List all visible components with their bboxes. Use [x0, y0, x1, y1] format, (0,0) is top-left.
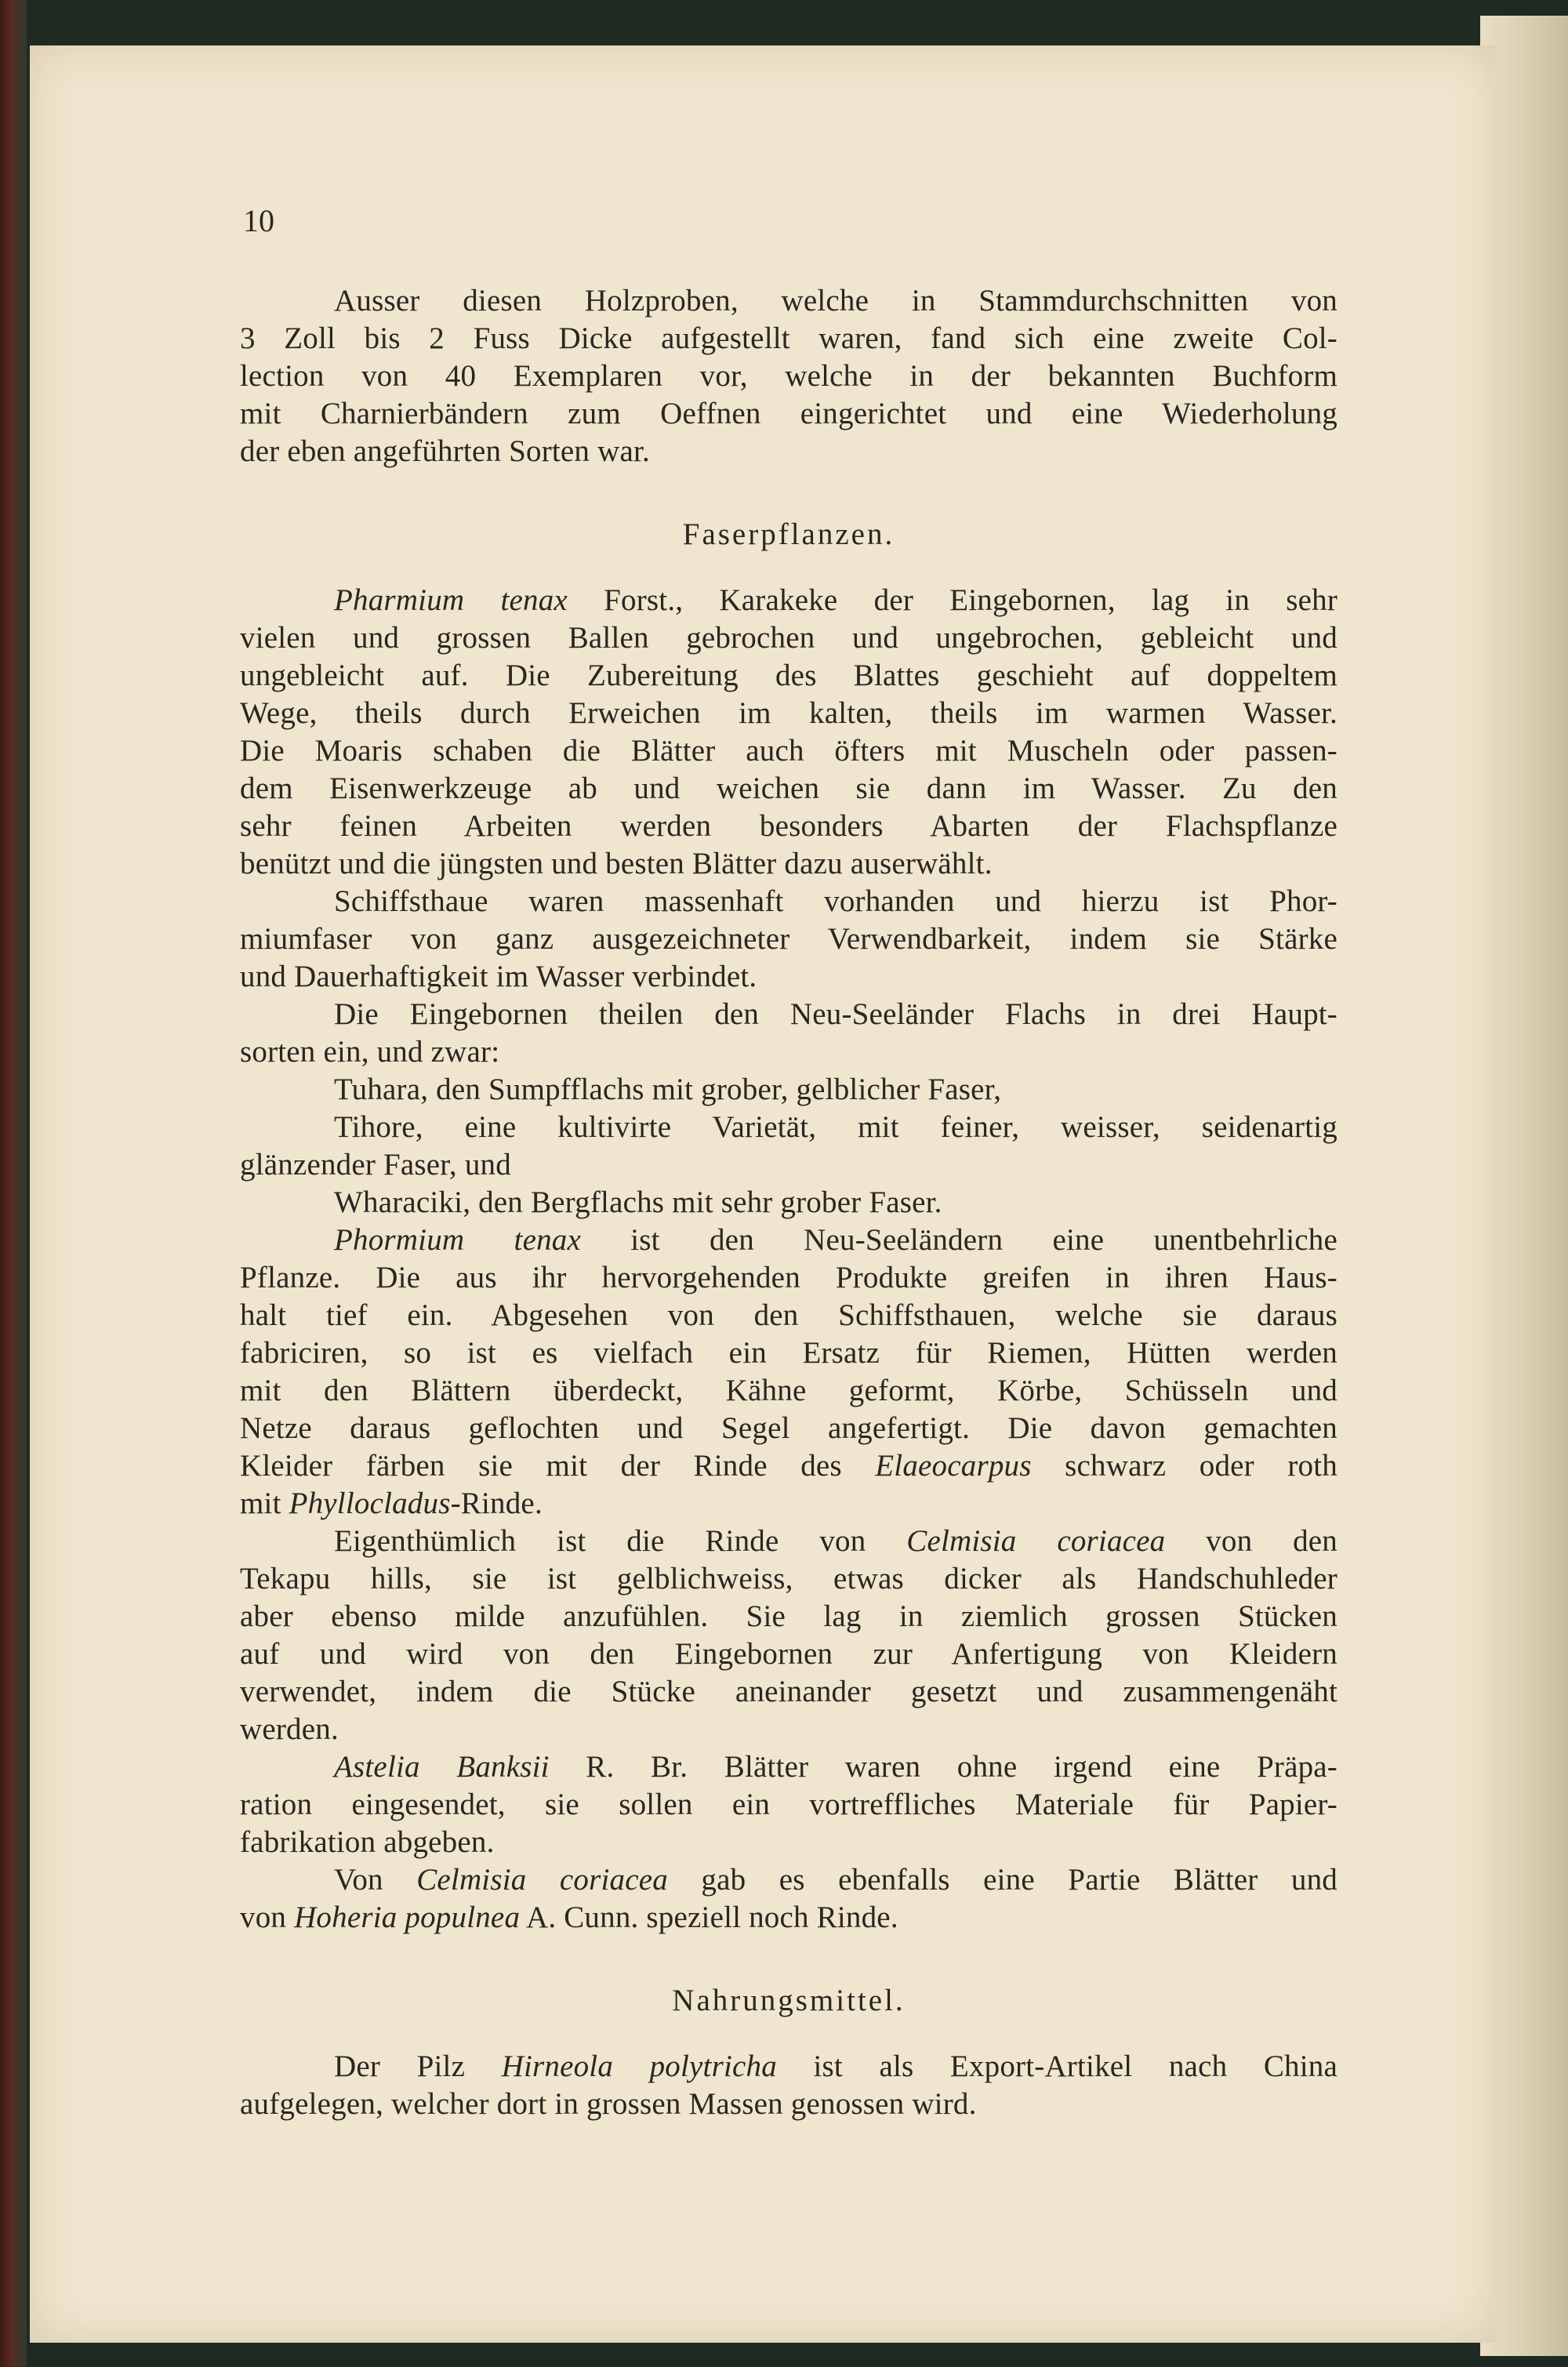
- page-number: 10: [243, 203, 274, 238]
- text-line: Von Celmisia coriacea gab es ebenfalls eine Partie Blätter und: [334, 1863, 1338, 1897]
- text-line: benützt und die jüngsten und besten Blätter dazu auserwählt.: [240, 847, 993, 880]
- text-line: dem Eisenwerkzeuge ab und weichen sie dann im Wasser. Zu den: [240, 771, 1338, 805]
- section-heading-faserpflanzen: Faserpflanzen.: [682, 517, 895, 551]
- text-line: Schiffsthaue waren massenhaft vorhanden und hierzu ist Phor-: [334, 884, 1338, 918]
- text-line: werden.: [240, 1712, 339, 1746]
- text-line: Ausser diesen Holzproben, welche in Stammdurchschnitten von: [334, 284, 1338, 318]
- cover-edge: [0, 0, 27, 2367]
- text-line: Wharaciki, den Bergflachs mit sehr grober Faser.: [334, 1185, 942, 1219]
- text-line: glänzender Faser, und: [240, 1148, 511, 1182]
- text-line: aber ebenso milde anzufühlen. Sie lag in ziemlich grossen Stücken: [240, 1599, 1338, 1633]
- text-line: auf und wird von den Eingebornen zur Anfertigung von Kleidern: [240, 1637, 1338, 1671]
- text-line: mit Phyllocladus-Rinde.: [240, 1487, 543, 1520]
- text-line: fabriciren, so ist es vielfach ein Ersatz für Riemen, Hütten werden: [240, 1336, 1338, 1370]
- text-line: ungebleicht auf. Die Zubereitung des Blattes geschieht auf doppeltem: [240, 659, 1338, 692]
- section-heading-nahrungsmittel: Nahrungsmittel.: [672, 1984, 906, 2017]
- text-line: mit den Blättern überdeckt, Kähne geformt, Körbe, Schüsseln und: [240, 1374, 1338, 1407]
- text-line: Kleider färben sie mit der Rinde des Elaeocarpus schwarz oder roth: [240, 1449, 1338, 1483]
- text-line: und Dauerhaftigkeit im Wasser verbindet.: [240, 960, 757, 993]
- text-line: verwendet, indem die Stücke aneinander gesetzt und zusammengenäht: [240, 1675, 1338, 1708]
- text-line: Der Pilz Hirneola polytricha ist als Export-Artikel nach China: [334, 2049, 1338, 2083]
- text-line: der eben angeführten Sorten war.: [240, 434, 650, 468]
- text-line: von Hoheria populnea A. Cunn. speziell noch Rinde.: [240, 1900, 898, 1934]
- text-line: Pflanze. Die aus ihr hervorgehenden Produkte greifen in ihren Haus-: [240, 1261, 1338, 1294]
- text-line: miumfaser von ganz ausgezeichneter Verwendbarkeit, indem sie Stärke: [240, 922, 1338, 956]
- text-line: fabrikation abgeben.: [240, 1825, 495, 1859]
- text-line: Pharmium tenax Forst., Karakeke der Eingebornen, lag in sehr: [334, 583, 1338, 617]
- text-line: Netze daraus geflochten und Segel angefertigt. Die davon gemachten: [240, 1411, 1338, 1445]
- text-line: sorten ein, und zwar:: [240, 1035, 500, 1069]
- text-line: Die Moaris schaben die Blätter auch öfters mit Muscheln oder passen-: [240, 734, 1338, 768]
- text-line: aufgelegen, welcher dort in grossen Massen genossen wird.: [240, 2087, 977, 2121]
- text-line: Eigenthümlich ist die Rinde von Celmisia coriacea von den: [334, 1524, 1338, 1558]
- text-line: Phormium tenax ist den Neu-Seeländern eine unentbehrliche: [334, 1223, 1338, 1257]
- text-line: Tihore, eine kultivirte Varietät, mit feiner, weisser, seidenartig: [334, 1110, 1338, 1144]
- text-line: lection von 40 Exemplaren vor, welche in der bekannten Buchform: [240, 359, 1338, 393]
- text-line: vielen und grossen Ballen gebrochen und ungebrochen, gebleicht und: [240, 621, 1338, 655]
- text-line: Tuhara, den Sumpfflachs mit grober, gelblicher Faser,: [334, 1073, 1002, 1106]
- text-line: ration eingesendet, sie sollen ein vortreffliches Materiale für Papier-: [240, 1788, 1338, 1821]
- text-line: Tekapu hills, sie ist gelblichweiss, etwas dicker als Handschuhleder: [240, 1562, 1338, 1596]
- book-page: [30, 45, 1496, 2343]
- text-line: sehr feinen Arbeiten werden besonders Abarten der Flachspflanze: [240, 809, 1338, 843]
- text-line: mit Charnierbändern zum Oeffnen eingerichtet und eine Wiederholung: [240, 397, 1338, 430]
- text-line: halt tief ein. Abgesehen von den Schiffsthauen, welche sie daraus: [240, 1298, 1338, 1332]
- text-line: Die Eingebornen theilen den Neu-Seeländer Flachs in drei Haupt-: [334, 997, 1338, 1031]
- text-line: Wege, theils durch Erweichen im kalten, theils im warmen Wasser.: [240, 696, 1338, 730]
- text-line: Astelia Banksii R. Br. Blätter waren ohne irgend eine Präpa-: [334, 1750, 1338, 1784]
- text-line: 3 Zoll bis 2 Fuss Dicke aufgestellt waren, fand sich eine zweite Col-: [240, 321, 1338, 355]
